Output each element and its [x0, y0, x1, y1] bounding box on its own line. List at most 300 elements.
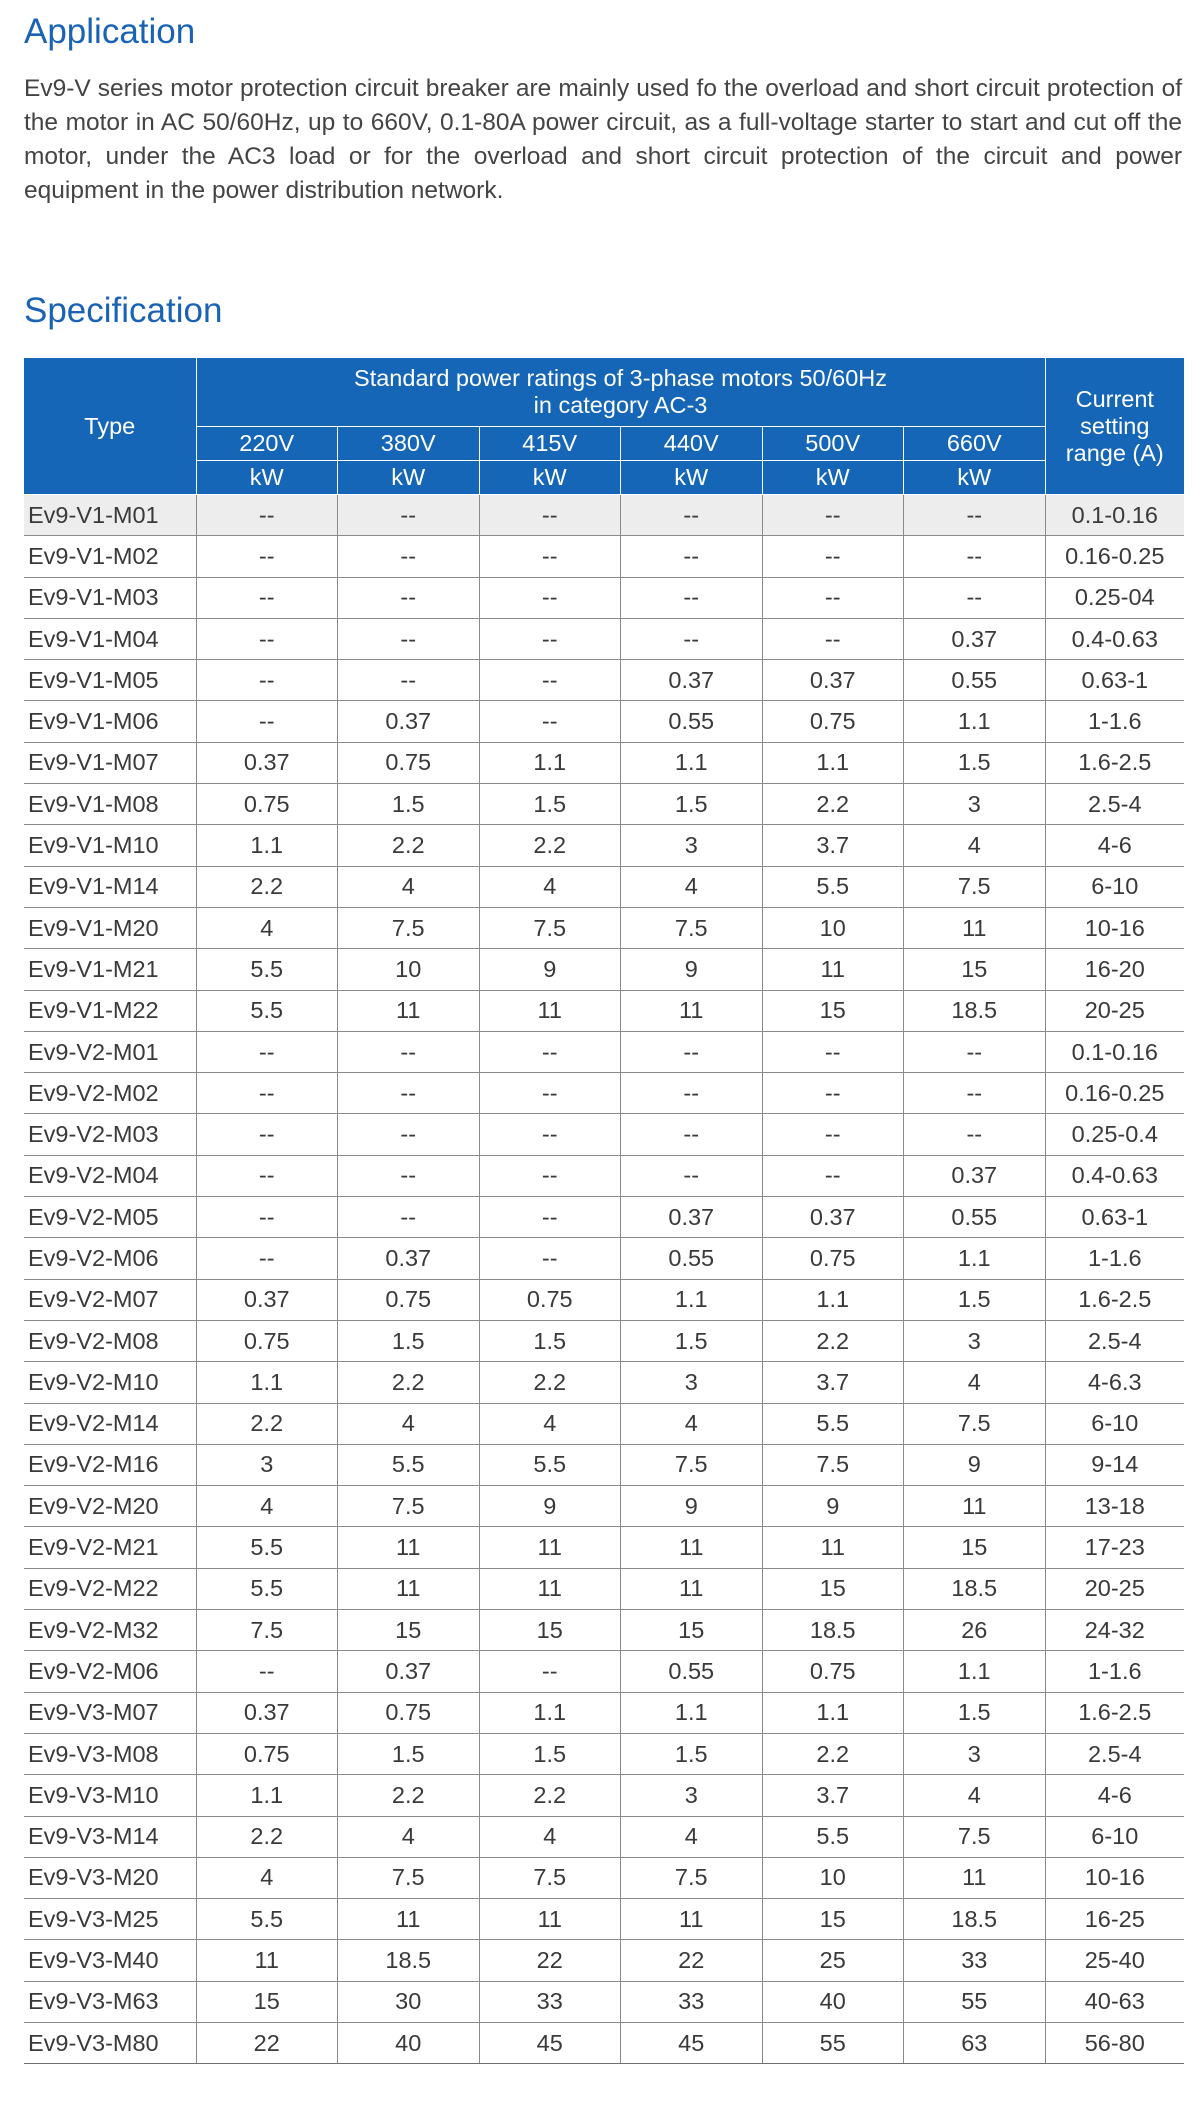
- power-cell: 4: [479, 866, 621, 907]
- type-cell: Ev9-V2-M01: [24, 1031, 196, 1072]
- power-cell: 9: [621, 949, 763, 990]
- power-cell: 1.1: [479, 742, 621, 783]
- power-cell: 1.5: [479, 1733, 621, 1774]
- power-cell: --: [762, 1155, 904, 1196]
- power-cell: 0.75: [762, 1651, 904, 1692]
- power-cell: --: [762, 577, 904, 618]
- current-range-cell: 16-25: [1045, 1899, 1184, 1940]
- type-cell: Ev9-V3-M08: [24, 1733, 196, 1774]
- power-cell: 7.5: [338, 1857, 480, 1898]
- table-header: [24, 358, 1184, 495]
- power-cell: 3: [621, 1775, 763, 1816]
- table-row: [24, 907, 1184, 948]
- power-cell: --: [479, 1238, 621, 1279]
- power-cell: --: [338, 495, 480, 536]
- power-cell: 33: [621, 1981, 763, 2022]
- table-row: [24, 1031, 1184, 1072]
- power-cell: 3.7: [762, 825, 904, 866]
- table-row: [24, 701, 1184, 742]
- power-cell: --: [479, 1031, 621, 1072]
- power-cell: 11: [338, 1527, 480, 1568]
- type-cell: Ev9-V3-M07: [24, 1692, 196, 1733]
- power-cell: 15: [762, 990, 904, 1031]
- table-row: [24, 1816, 1184, 1857]
- power-cell: 1.5: [621, 784, 763, 825]
- current-range-cell: 0.63-1: [1045, 1197, 1184, 1238]
- power-cell: 5.5: [762, 1403, 904, 1444]
- power-cell: 9: [479, 949, 621, 990]
- power-cell: 11: [479, 1568, 621, 1609]
- power-cell: 1.1: [904, 1238, 1046, 1279]
- table-row: [24, 618, 1184, 659]
- voltage-header-row: [24, 427, 1184, 461]
- current-range-cell: 13-18: [1045, 1486, 1184, 1527]
- current-range-cell: 0.16-0.25: [1045, 1073, 1184, 1114]
- table-row: [24, 1610, 1184, 1651]
- voltage-header-220v: 220V: [196, 427, 338, 461]
- power-cell: 0.75: [338, 1279, 480, 1320]
- power-cell: 4: [621, 1403, 763, 1444]
- power-cell: 30: [338, 1981, 480, 2022]
- power-cell: --: [196, 1031, 338, 1072]
- power-cell: --: [196, 1155, 338, 1196]
- power-cell: 1.5: [338, 784, 480, 825]
- power-cell: 7.5: [762, 1444, 904, 1485]
- table-row: [24, 1899, 1184, 1940]
- power-cell: --: [479, 1651, 621, 1692]
- power-cell: 0.55: [904, 660, 1046, 701]
- table-row: [24, 660, 1184, 701]
- voltage-header-415v: 415V: [479, 427, 621, 461]
- power-cell: 18.5: [904, 990, 1046, 1031]
- unit-header: kW: [762, 461, 904, 495]
- power-cell: 11: [338, 1568, 480, 1609]
- power-cell: 11: [338, 990, 480, 1031]
- power-cell: 33: [904, 1940, 1046, 1981]
- power-cell: --: [479, 536, 621, 577]
- power-cell: 11: [621, 990, 763, 1031]
- power-cell: 11: [479, 1527, 621, 1568]
- table-row: [24, 2022, 1184, 2063]
- current-range-cell: 0.4-0.63: [1045, 1155, 1184, 1196]
- power-cell: 15: [762, 1568, 904, 1609]
- power-cell: --: [479, 1155, 621, 1196]
- power-cell: --: [196, 660, 338, 701]
- current-range-cell: 6-10: [1045, 1403, 1184, 1444]
- power-cell: 25: [762, 1940, 904, 1981]
- power-cell: 0.37: [762, 1197, 904, 1238]
- power-cell: 3: [904, 784, 1046, 825]
- table-row: [24, 949, 1184, 990]
- unit-header: kW: [621, 461, 763, 495]
- power-cell: 4: [338, 866, 480, 907]
- table-row: [24, 1114, 1184, 1155]
- current-range-cell: 0.4-0.63: [1045, 618, 1184, 659]
- type-cell: Ev9-V1-M03: [24, 577, 196, 618]
- table-row: [24, 1073, 1184, 1114]
- power-cell: 11: [621, 1899, 763, 1940]
- power-cell: 1.5: [479, 784, 621, 825]
- type-cell: Ev9-V1-M04: [24, 618, 196, 659]
- power-cell: 18.5: [904, 1568, 1046, 1609]
- power-cell: 0.37: [196, 742, 338, 783]
- power-cell: 0.75: [479, 1279, 621, 1320]
- power-cell: 1.5: [904, 742, 1046, 783]
- power-cell: 22: [621, 1940, 763, 1981]
- power-cell: --: [479, 660, 621, 701]
- type-cell: Ev9-V3-M25: [24, 1899, 196, 1940]
- type-cell: Ev9-V2-M21: [24, 1527, 196, 1568]
- type-cell: Ev9-V1-M07: [24, 742, 196, 783]
- power-cell: 45: [479, 2022, 621, 2063]
- power-cell: 11: [338, 1899, 480, 1940]
- power-cell: 2.2: [479, 1775, 621, 1816]
- table-row: [24, 1775, 1184, 1816]
- power-cell: 2.2: [479, 1362, 621, 1403]
- power-cell: 7.5: [338, 907, 480, 948]
- type-cell: Ev9-V1-M22: [24, 990, 196, 1031]
- type-cell: Ev9-V1-M08: [24, 784, 196, 825]
- type-cell: Ev9-V2-M14: [24, 1403, 196, 1444]
- power-cell: 45: [621, 2022, 763, 2063]
- power-cell: 0.37: [904, 618, 1046, 659]
- current-range-cell: 2.5-4: [1045, 784, 1184, 825]
- power-cell: 4: [196, 1486, 338, 1527]
- unit-header: kW: [479, 461, 621, 495]
- power-cell: 5.5: [196, 1527, 338, 1568]
- power-cell: --: [196, 577, 338, 618]
- power-cell: --: [904, 1114, 1046, 1155]
- power-cell: 3: [621, 825, 763, 866]
- power-cell: 3.7: [762, 1362, 904, 1403]
- power-cell: 11: [762, 949, 904, 990]
- power-cell: 0.37: [621, 660, 763, 701]
- power-cell: --: [621, 536, 763, 577]
- table-row: [24, 1857, 1184, 1898]
- power-cell: 11: [621, 1568, 763, 1609]
- power-cell: 1.1: [196, 1775, 338, 1816]
- power-cell: 3.7: [762, 1775, 904, 1816]
- power-cell: 3: [196, 1444, 338, 1485]
- power-cell: --: [338, 1073, 480, 1114]
- power-cell: 5.5: [762, 866, 904, 907]
- power-cell: 0.37: [338, 701, 480, 742]
- power-cell: 0.75: [338, 742, 480, 783]
- table-row: [24, 1981, 1184, 2022]
- current-range-cell: 9-14: [1045, 1444, 1184, 1485]
- type-cell: Ev9-V2-M04: [24, 1155, 196, 1196]
- power-cell: 10: [762, 1857, 904, 1898]
- power-cell: --: [479, 495, 621, 536]
- power-cell: --: [621, 495, 763, 536]
- current-range-cell: 25-40: [1045, 1940, 1184, 1981]
- power-cell: --: [338, 1114, 480, 1155]
- power-cell: 55: [762, 2022, 904, 2063]
- power-cell: 10: [338, 949, 480, 990]
- power-cell: --: [196, 1238, 338, 1279]
- power-cell: --: [338, 1031, 480, 1072]
- power-cell: 1.5: [904, 1692, 1046, 1733]
- current-range-cell: 17-23: [1045, 1527, 1184, 1568]
- type-cell: Ev9-V1-M14: [24, 866, 196, 907]
- table-row: [24, 536, 1184, 577]
- power-cell: 1.1: [762, 1692, 904, 1733]
- type-cell: Ev9-V2-M07: [24, 1279, 196, 1320]
- power-cell: 0.75: [762, 1238, 904, 1279]
- power-cell: --: [621, 577, 763, 618]
- current-range-cell: 0.1-0.16: [1045, 495, 1184, 536]
- power-cell: 2.2: [196, 866, 338, 907]
- type-cell: Ev9-V2-M20: [24, 1486, 196, 1527]
- power-cell: 40: [338, 2022, 480, 2063]
- power-cell: 4: [904, 1362, 1046, 1403]
- power-cell: 0.75: [762, 701, 904, 742]
- table-row: [24, 1527, 1184, 1568]
- type-cell: Ev9-V3-M14: [24, 1816, 196, 1857]
- power-cell: 11: [904, 907, 1046, 948]
- power-cell: 15: [621, 1610, 763, 1651]
- type-cell: Ev9-V2-M22: [24, 1568, 196, 1609]
- type-cell: Ev9-V2-M03: [24, 1114, 196, 1155]
- current-range-cell: 4-6: [1045, 825, 1184, 866]
- current-range-cell: 24-32: [1045, 1610, 1184, 1651]
- power-cell: 1.1: [621, 1692, 763, 1733]
- power-cell: 3: [904, 1320, 1046, 1361]
- power-cell: 4: [338, 1403, 480, 1444]
- power-cell: 11: [479, 1899, 621, 1940]
- power-cell: --: [904, 495, 1046, 536]
- current-range-cell: 0.25-04: [1045, 577, 1184, 618]
- unit-header-row: [24, 461, 1184, 495]
- power-cell: 22: [196, 2022, 338, 2063]
- table-row: [24, 866, 1184, 907]
- table-row: [24, 990, 1184, 1031]
- power-cell: 11: [762, 1527, 904, 1568]
- power-cell: 18.5: [904, 1899, 1046, 1940]
- power-cell: 3: [621, 1362, 763, 1403]
- table-row: [24, 1279, 1184, 1320]
- power-cell: --: [479, 1073, 621, 1114]
- power-cell: --: [762, 1031, 904, 1072]
- power-cell: --: [479, 1197, 621, 1238]
- power-cell: --: [196, 495, 338, 536]
- power-cell: 2.2: [479, 825, 621, 866]
- power-cell: 9: [762, 1486, 904, 1527]
- power-cell: 1.1: [196, 1362, 338, 1403]
- current-range-cell: 0.25-0.4: [1045, 1114, 1184, 1155]
- power-cell: 11: [621, 1527, 763, 1568]
- type-cell: Ev9-V3-M80: [24, 2022, 196, 2063]
- table-row: [24, 577, 1184, 618]
- type-cell: Ev9-V2-M02: [24, 1073, 196, 1114]
- power-cell: 9: [621, 1486, 763, 1527]
- table-row: [24, 495, 1184, 536]
- power-cell: 4: [338, 1816, 480, 1857]
- power-cell: 1.5: [338, 1320, 480, 1361]
- type-cell: Ev9-V1-M21: [24, 949, 196, 990]
- power-cell: 5.5: [479, 1444, 621, 1485]
- table-row: [24, 1486, 1184, 1527]
- table-row: [24, 1940, 1184, 1981]
- power-cell: 0.55: [621, 1651, 763, 1692]
- power-cell: 0.37: [621, 1197, 763, 1238]
- power-cell: 63: [904, 2022, 1046, 2063]
- table-row: [24, 784, 1184, 825]
- power-cell: 0.37: [762, 660, 904, 701]
- power-cell: 15: [762, 1899, 904, 1940]
- power-cell: --: [196, 1073, 338, 1114]
- specification-table: [24, 357, 1184, 2064]
- table-row: [24, 1651, 1184, 1692]
- power-cell: 1.1: [479, 1692, 621, 1733]
- power-cell: 1.5: [479, 1320, 621, 1361]
- power-cell: 18.5: [338, 1940, 480, 1981]
- type-cell: Ev9-V2-M16: [24, 1444, 196, 1485]
- type-cell: Ev9-V2-M32: [24, 1610, 196, 1651]
- power-cell: --: [621, 1073, 763, 1114]
- power-cell: 4: [904, 1775, 1046, 1816]
- table-row: [24, 1362, 1184, 1403]
- power-cell: 1.1: [621, 742, 763, 783]
- power-cell: 0.37: [196, 1692, 338, 1733]
- type-header: Type: [24, 358, 196, 495]
- power-cell: 2.2: [762, 784, 904, 825]
- power-cell: 1.1: [196, 825, 338, 866]
- power-cell: 40: [762, 1981, 904, 2022]
- power-cell: --: [621, 1114, 763, 1155]
- power-cell: 2.2: [196, 1403, 338, 1444]
- table-row: [24, 1320, 1184, 1361]
- power-cell: 7.5: [479, 1857, 621, 1898]
- power-cell: 5.5: [338, 1444, 480, 1485]
- current-range-cell: 2.5-4: [1045, 1733, 1184, 1774]
- type-cell: Ev9-V3-M10: [24, 1775, 196, 1816]
- power-cell: --: [621, 1155, 763, 1196]
- power-cell: 0.55: [904, 1197, 1046, 1238]
- power-cell: 0.37: [904, 1155, 1046, 1196]
- type-cell: Ev9-V1-M01: [24, 495, 196, 536]
- table-row: [24, 742, 1184, 783]
- power-cell: 7.5: [904, 1816, 1046, 1857]
- current-range-cell: 40-63: [1045, 1981, 1184, 2022]
- power-cell: 11: [904, 1486, 1046, 1527]
- power-cell: 7.5: [479, 907, 621, 948]
- voltage-header-440v: 440V: [621, 427, 763, 461]
- power-cell: 2.2: [338, 1775, 480, 1816]
- power-cell: --: [904, 1073, 1046, 1114]
- power-cell: 11: [196, 1940, 338, 1981]
- power-cell: 10: [762, 907, 904, 948]
- power-cell: 5.5: [196, 1568, 338, 1609]
- power-cell: 7.5: [621, 1857, 763, 1898]
- current-range-cell: 6-10: [1045, 1816, 1184, 1857]
- power-cell: --: [196, 618, 338, 659]
- table-row: [24, 1197, 1184, 1238]
- power-cell: 0.37: [338, 1238, 480, 1279]
- power-cell: --: [479, 577, 621, 618]
- power-cell: --: [762, 1114, 904, 1155]
- type-cell: Ev9-V2-M05: [24, 1197, 196, 1238]
- power-cell: 15: [479, 1610, 621, 1651]
- power-cell: 15: [338, 1610, 480, 1651]
- power-cell: 2.2: [338, 1362, 480, 1403]
- power-cell: 9: [479, 1486, 621, 1527]
- power-cell: 0.37: [338, 1651, 480, 1692]
- type-cell: Ev9-V3-M40: [24, 1940, 196, 1981]
- type-cell: Ev9-V3-M63: [24, 1981, 196, 2022]
- table-row: [24, 1444, 1184, 1485]
- current-range-cell: 4-6.3: [1045, 1362, 1184, 1403]
- unit-header: kW: [196, 461, 338, 495]
- table-row: [24, 1692, 1184, 1733]
- current-range-cell: 1.6-2.5: [1045, 1279, 1184, 1320]
- power-cell: 2.2: [762, 1320, 904, 1361]
- power-cell: 5.5: [196, 990, 338, 1031]
- power-cell: 11: [479, 990, 621, 1031]
- unit-header: kW: [904, 461, 1046, 495]
- power-ratings-header: Standard power ratings of 3-phase motors 50/60Hz in category AC-3: [196, 358, 1045, 427]
- voltage-header-660v: 660V: [904, 427, 1046, 461]
- current-range-cell: 16-20: [1045, 949, 1184, 990]
- power-cell: 3: [904, 1733, 1046, 1774]
- power-cell: --: [479, 1114, 621, 1155]
- power-cell: 1.1: [762, 1279, 904, 1320]
- application-heading: Application: [24, 12, 196, 51]
- current-range-cell: 1.6-2.5: [1045, 1692, 1184, 1733]
- power-cell: --: [338, 618, 480, 659]
- power-cell: --: [762, 618, 904, 659]
- power-cell: 26: [904, 1610, 1046, 1651]
- power-cell: 1.5: [904, 1279, 1046, 1320]
- power-cell: 0.75: [196, 784, 338, 825]
- power-cell: 1.1: [621, 1279, 763, 1320]
- current-range-cell: 56-80: [1045, 2022, 1184, 2063]
- power-cell: 7.5: [196, 1610, 338, 1651]
- power-cell: --: [196, 701, 338, 742]
- current-range-cell: 6-10: [1045, 866, 1184, 907]
- power-cell: 0.55: [621, 1238, 763, 1279]
- power-cell: 15: [904, 1527, 1046, 1568]
- power-cell: 0.75: [338, 1692, 480, 1733]
- power-cell: 4: [479, 1403, 621, 1444]
- power-cell: 5.5: [196, 949, 338, 990]
- power-cell: --: [479, 618, 621, 659]
- power-cell: --: [196, 1114, 338, 1155]
- current-range-cell: 10-16: [1045, 1857, 1184, 1898]
- power-cell: 11: [904, 1857, 1046, 1898]
- current-range-cell: 20-25: [1045, 990, 1184, 1031]
- power-cell: 1.5: [621, 1733, 763, 1774]
- type-cell: Ev9-V1-M05: [24, 660, 196, 701]
- power-cell: --: [621, 618, 763, 659]
- power-cell: 4: [621, 866, 763, 907]
- current-range-cell: 0.63-1: [1045, 660, 1184, 701]
- power-cell: 7.5: [621, 907, 763, 948]
- current-range-cell: 2.5-4: [1045, 1320, 1184, 1361]
- power-cell: --: [904, 1031, 1046, 1072]
- power-cell: 1.1: [904, 701, 1046, 742]
- current-range-cell: 1-1.6: [1045, 1651, 1184, 1692]
- power-cell: --: [621, 1031, 763, 1072]
- current-range-cell: 0.16-0.25: [1045, 536, 1184, 577]
- type-cell: Ev9-V2-M08: [24, 1320, 196, 1361]
- table-row: [24, 1733, 1184, 1774]
- power-cell: --: [338, 660, 480, 701]
- power-cell: --: [762, 1073, 904, 1114]
- power-cell: 0.75: [196, 1320, 338, 1361]
- power-cell: 7.5: [904, 866, 1046, 907]
- power-cell: 2.2: [762, 1733, 904, 1774]
